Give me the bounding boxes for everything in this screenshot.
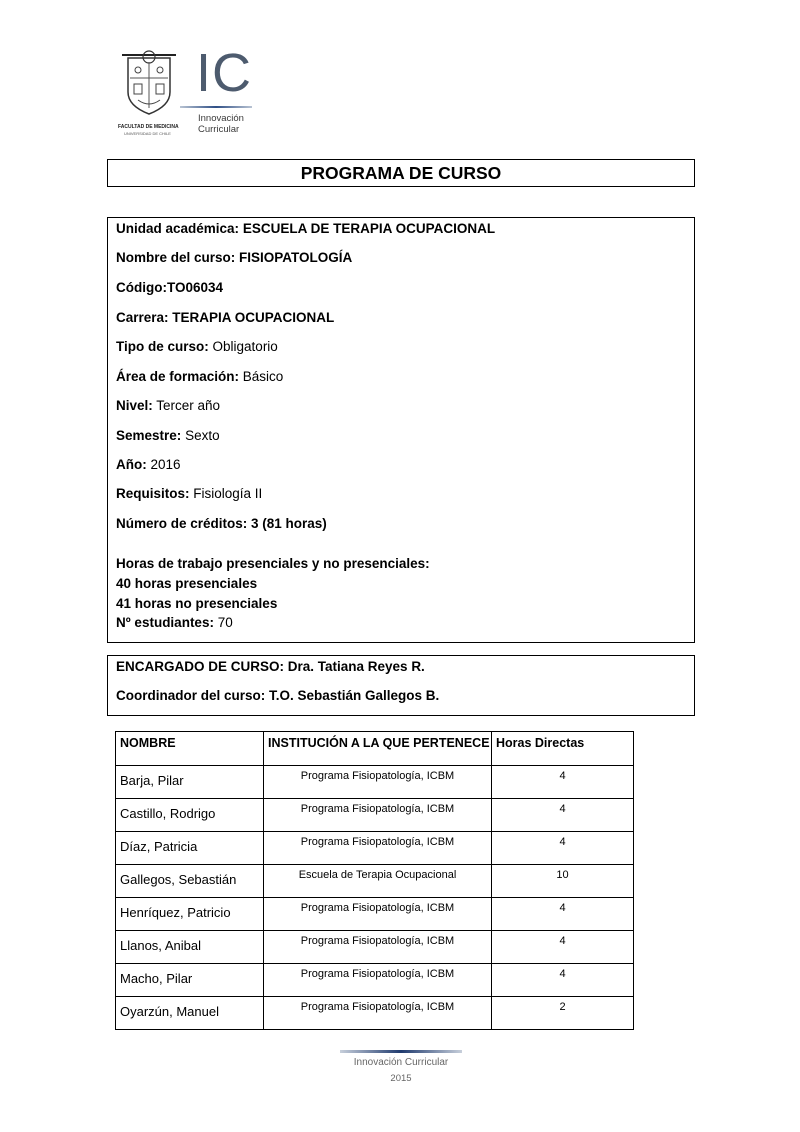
requisitos-label: Requisitos: (116, 486, 190, 501)
table-row (116, 799, 634, 832)
codigo-value: TO06034 (166, 280, 224, 295)
staff-name: Llanos, Anibal (116, 931, 264, 964)
footer-divider (340, 1050, 462, 1053)
area-row (116, 369, 283, 384)
estudiantes-value: 70 (217, 615, 233, 630)
staff-hours: 4 (492, 964, 634, 997)
estudiantes-row (116, 615, 233, 630)
ic-logo-letters: IC (196, 43, 252, 103)
estudiantes-label: Nº estudiantes: (116, 615, 214, 630)
faculty-logo-caption: FACULTAD DE MEDICINA (118, 124, 179, 130)
codigo-label: Código: (116, 280, 167, 295)
ic-logo-caption (198, 113, 244, 135)
table-header-row (116, 732, 634, 766)
staff-hours: 2 (492, 997, 634, 1030)
nivel-label: Nivel: (116, 398, 153, 413)
staff-name: Castillo, Rodrigo (116, 799, 264, 832)
staff-institution: Programa Fisiopatología, ICBM (264, 931, 492, 964)
staff-institution: Programa Fisiopatología, ICBM (264, 766, 492, 799)
staff-name: Díaz, Patricia (116, 832, 264, 865)
nivel-value: Tercer año (156, 398, 221, 413)
course-staff-box (107, 655, 695, 716)
table-row (116, 832, 634, 865)
staff-hours: 4 (492, 799, 634, 832)
staff-name: Barja, Pilar (116, 766, 264, 799)
nombre-row (116, 250, 352, 265)
creditos-row: Número de créditos: 3 (81 horas) (116, 516, 327, 531)
staff-hours: 4 (492, 832, 634, 865)
header-nombre: NOMBRE (116, 732, 264, 766)
footer-line2: 2015 (390, 1073, 412, 1084)
ic-logo-underline (180, 106, 252, 108)
carrera-value: TERAPIA OCUPACIONAL (172, 310, 335, 325)
staff-name: Henríquez, Patricio (116, 898, 264, 931)
table-row (116, 931, 634, 964)
staff-name: Oyarzún, Manuel (116, 997, 264, 1030)
anio-row (116, 457, 181, 472)
ic-logo-line2: Curricular (198, 124, 240, 135)
staff-institution: Programa Fisiopatología, ICBM (264, 898, 492, 931)
staff-institution: Programa Fisiopatología, ICBM (264, 997, 492, 1030)
table-row (116, 898, 634, 931)
staff-institution: Programa Fisiopatología, ICBM (264, 799, 492, 832)
footer-line1: Innovación Curricular (353, 1057, 449, 1068)
horas-heading: Horas de trabajo presenciales y no presenciales: (116, 556, 430, 571)
anio-label: Año: (116, 457, 147, 472)
anio-value: 2016 (150, 457, 181, 472)
table-row (116, 964, 634, 997)
page-title: PROGRAMA DE CURSO (107, 159, 695, 187)
semestre-value: Sexto (185, 428, 220, 443)
course-info-box (107, 217, 695, 643)
horas-presenciales: 40 horas presenciales (116, 576, 258, 591)
staff-hours: 4 (492, 898, 634, 931)
horas-no-presenciales: 41 horas no presenciales (116, 596, 278, 611)
encargado-line: ENCARGADO DE CURSO: Dra. Tatiana Reyes R. (116, 659, 425, 674)
faculty-logo-subcaption: UNIVERSIDAD DE CHILE (124, 131, 171, 136)
faculty-shield-icon (118, 48, 180, 126)
semestre-row (116, 428, 220, 443)
staff-hours: 4 (492, 766, 634, 799)
coordinador-line: Coordinador del curso: T.O. Sebastián Gallegos B. (116, 688, 440, 703)
tipo-row (116, 339, 278, 354)
table-row (116, 865, 634, 898)
tipo-value: Obligatorio (212, 339, 278, 354)
table-row (116, 766, 634, 799)
unidad-label: Unidad académica: (116, 221, 240, 236)
header-institucion: INSTITUCIÓN A LA QUE PERTENECE (264, 732, 492, 766)
requisitos-row (116, 486, 262, 501)
nombre-value: FISIOPATOLOGÍA (239, 250, 353, 265)
staff-institution: Programa Fisiopatología, ICBM (264, 832, 492, 865)
codigo-row (116, 280, 223, 295)
carrera-label: Carrera: (116, 310, 169, 325)
staff-name: Gallegos, Sebastián (116, 865, 264, 898)
requisitos-value: Fisiología II (193, 486, 263, 501)
tipo-label: Tipo de curso: (116, 339, 209, 354)
unidad-value: ESCUELA DE TERAPIA OCUPACIONAL (242, 221, 496, 236)
semestre-label: Semestre: (116, 428, 182, 443)
staff-hours: 10 (492, 865, 634, 898)
nombre-label: Nombre del curso: (116, 250, 236, 265)
ic-logo-line1: Innovación (198, 113, 244, 124)
staff-name: Macho, Pilar (116, 964, 264, 997)
staff-hours: 4 (492, 931, 634, 964)
area-value: Básico (242, 369, 284, 384)
area-label: Área de formación: (116, 369, 240, 384)
unidad-row (116, 221, 495, 236)
staff-table (115, 731, 634, 1030)
table-row (116, 997, 634, 1030)
staff-institution: Escuela de Terapia Ocupacional (264, 865, 492, 898)
nivel-row (116, 398, 220, 413)
header-horas: Horas Directas (492, 732, 634, 766)
staff-institution: Programa Fisiopatología, ICBM (264, 964, 492, 997)
carrera-row (116, 310, 334, 325)
